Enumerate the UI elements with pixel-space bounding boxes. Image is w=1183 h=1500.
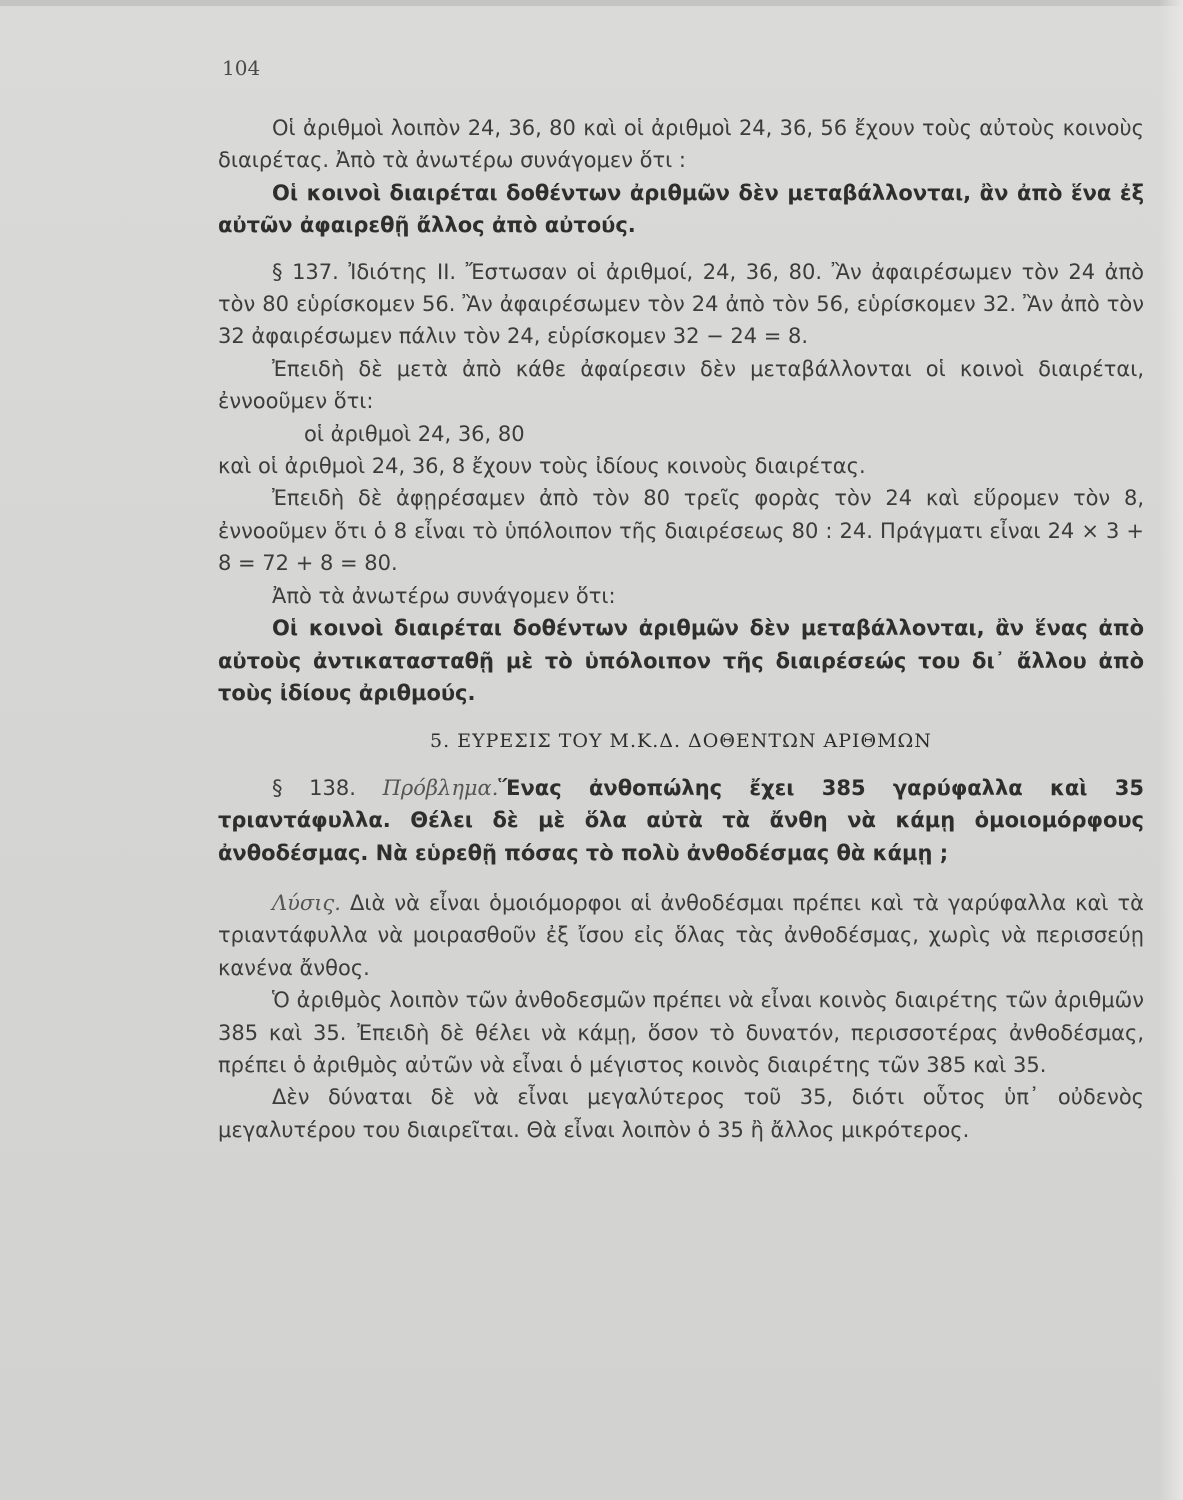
solution-paragraph xyxy=(218,887,1144,984)
paragraph: Ὁ ἀριθμὸς λοιπὸν τῶν ἀνθοδεσμῶν πρέπει νὰ εἶναι κοινὸς διαιρέτης τῶν ἀριθμῶν 385 καὶ 35. Ἐπειδὴ δὲ θέλει νὰ κάμῃ, ὅσον τὸ δυνατόν, περισσοτέρας ἀνθοδέσμας, πρέπει ὁ ἀριθμὸς αὐτῶν νὰ εἶναι ὁ μέγιστος κοινὸς διαιρέτης τῶν 385 καὶ 35. xyxy=(218,988,1144,1077)
problem-label: Πρόβλημα. xyxy=(382,775,499,800)
solution-label: Λύσις. xyxy=(272,890,341,915)
rule-statement: Οἱ κοινοὶ διαιρέται δοθέντων ἀριθμῶν δὲν μεταβάλλονται, ἂν ἕνας ἀπὸ αὐτοὺς ἀντικατασταθῇ μὲ τὸ ὑπόλοιπον τῆς διαιρέσεώς του δι᾽ ἄλλου ἀπὸ τοὺς ἰδίους ἀριθμούς. xyxy=(218,616,1144,705)
paragraph: Ἐπειδὴ δὲ ἀφῃρέσαμεν ἀπὸ τὸν 80 τρεῖς φορὰς τὸν 24 καὶ εὕρομεν τὸν 8, ἐννοοῦμεν ὅτι ὁ 8 εἶναι τὸ ὑπόλοιπον τῆς διαιρέσεως 80 : 24. Πράγματι εἶναι 24 × 3 + 8 = 72 + 8 = 80. xyxy=(218,486,1144,576)
section-heading: 5. ΕΥΡΕΣΙΣ ΤΟΥ Μ.Κ.Δ. ΔΟΘΕΝΤΩΝ ΑΡΙΘΜΩΝ xyxy=(430,730,932,753)
section-number: § 138. xyxy=(272,775,356,800)
page-right-edge xyxy=(1159,0,1183,1500)
problem-statement: Ἕνας ἀνθοπώλης ἔχει 385 γαρύφαλλα καὶ 35 τριαντάφυλλα. Θέλει δὲ μὲ ὅλα αὐτὰ τὰ ἄνθη νὰ κάμῃ ὁμοιομόρφους ἀνθοδέσμας. Νὰ εὑρεθῇ πόσας τὸ πολὺ ἀνθοδέσμας θὰ κάμῃ ; xyxy=(218,775,1144,865)
rule-statement: Οἱ κοινοὶ διαιρέται δοθέντων ἀριθμῶν δὲν μεταβάλλονται, ἂν ἀπὸ ἕνα ἐξ αὐτῶν ἀφαιρεθῇ ἄλλος ἀπὸ αὐτούς. xyxy=(218,180,1144,238)
paragraph: Δὲν δύναται δὲ νὰ εἶναι μεγαλύτερος τοῦ 35, διότι οὗτος ὑπ᾽ οὐδενὸς μεγαλυτέρου του διαιρεῖται. Θὰ εἶναι λοιπὸν ὁ 35 ἢ ἄλλος μικρότερος. xyxy=(218,1085,1144,1142)
paragraph: καὶ οἱ ἀριθμοὶ 24, 36, 8 ἔχουν τοὺς ἰδίους κοινοὺς διαιρέτας. xyxy=(218,454,866,479)
paragraph: Ἐπειδὴ δὲ μετὰ ἀπὸ κάθε ἀφαίρεσιν δὲν μεταβάλλονται οἱ κοινοὶ διαιρέται, ἐννοοῦμεν ὅτι: xyxy=(218,356,1144,414)
page-number: 104 xyxy=(222,56,261,80)
paragraph: οἱ ἀριθμοὶ 24, 36, 80 xyxy=(304,421,525,446)
page-body xyxy=(218,112,1144,1146)
problem-paragraph xyxy=(218,772,1144,869)
paragraph: Οἱ ἀριθμοὶ λοιπὸν 24, 36, 80 καὶ οἱ ἀριθμοὶ 24, 36, 56 ἔχουν τοὺς αὐτοὺς κοινοὺς διαιρέτας. Ἀπὸ τὰ ἀνωτέρω συνάγομεν ὅτι : xyxy=(218,116,1144,173)
paragraph: Ἀπὸ τὰ ἀνωτέρω συνάγομεν ὅτι: xyxy=(272,583,616,608)
solution-text: Διὰ νὰ εἶναι ὁμοιόμορφοι αἱ ἀνθοδέσμαι πρέπει καὶ τὰ γαρύφαλλα καὶ τὰ τριαντάφυλλα νὰ μοιρασθοῦν ἐξ ἴσου εἰς ὅλας τὰς ἀνθοδέσμας, χωρὶς νὰ περισσεύῃ κανένα ἄνθος. xyxy=(218,890,1144,980)
paragraph: § 137. Ἰδιότης ΙΙ. Ἔστωσαν οἱ ἀριθμοί, 24, 36, 80. Ἂν ἀφαιρέσωμεν τὸν 24 ἀπὸ τὸν 80 εὑρίσκομεν 56. Ἂν ἀφαιρέσωμεν τὸν 24 ἀπὸ τὸν 56, εὑρίσκομεν 32. Ἂν ἀπὸ τὸν 32 ἀφαιρέσωμεν πάλιν τὸν 24, εὑρίσκομεν 32 − 24 = 8. xyxy=(218,259,1144,349)
page-top-edge xyxy=(0,0,1183,6)
